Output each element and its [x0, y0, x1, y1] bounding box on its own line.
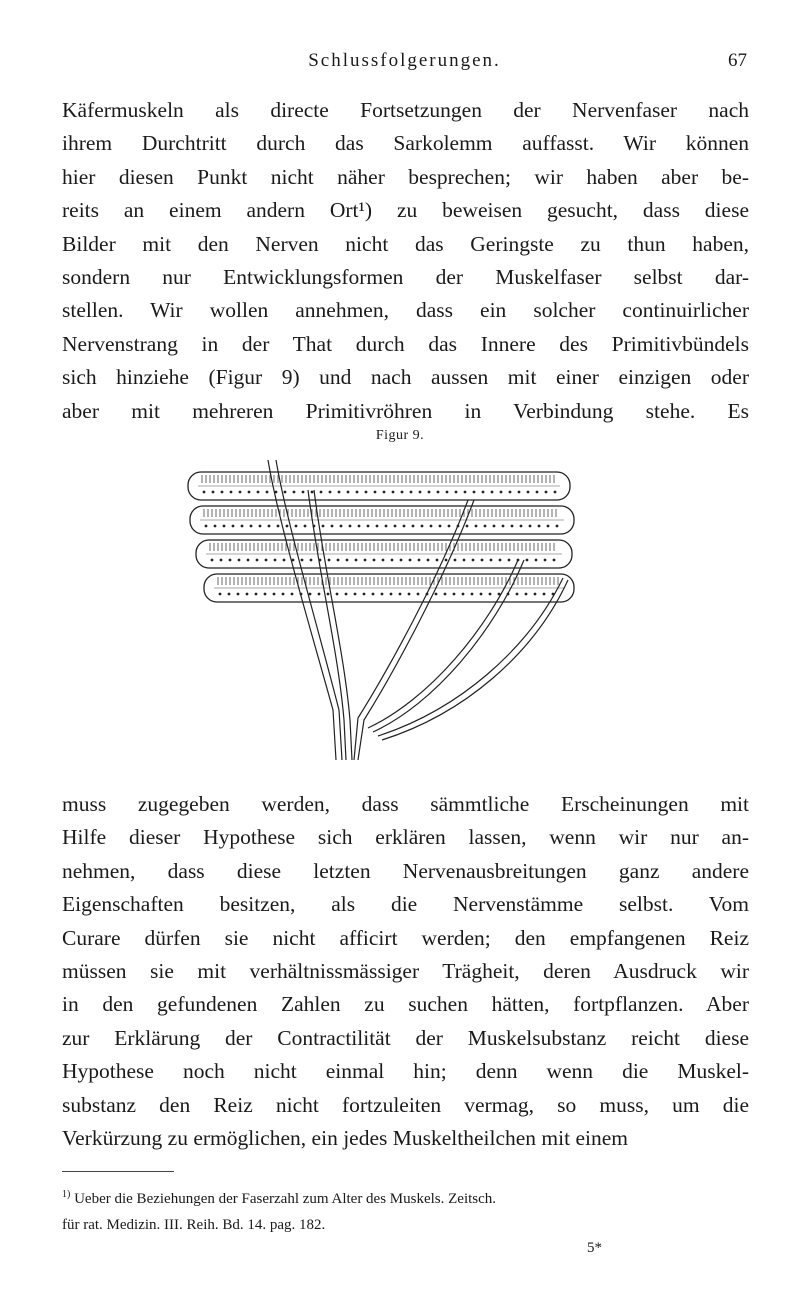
text-line: hier diesen Punkt nicht näher besprechen; wir haben aber be- — [62, 164, 749, 189]
running-header — [62, 50, 747, 80]
text-line: Eigenschaften besitzen, als die Nervenstämme selbst. Vom — [62, 892, 749, 917]
text-line: sondern nur Entwicklungsformen der Muskelfaser selbst dar- — [62, 265, 749, 290]
nerve-strand — [373, 560, 524, 732]
paragraph-2 — [62, 788, 749, 1155]
running-title: Schlussfolgerungen. — [308, 50, 501, 71]
text-line: müssen sie mit verhältnissmässiger Trägheit, deren Ausdruck wir — [62, 959, 749, 984]
text-line: sich hinziehe (Figur 9) und nach aussen mit einer einzigen oder — [62, 365, 749, 390]
text-line: in den gefundenen Zahlen zu suchen hätten, fortpflanzen. Aber — [62, 992, 749, 1017]
nerve-strand — [308, 490, 346, 760]
text-line: nehmen, dass diese letzten Nervenausbreitungen ganz andere — [62, 858, 749, 883]
footnote — [62, 1182, 749, 1238]
footnote-text: für rat. Medizin. III. Reih. Bd. 14. pag. 182. — [62, 1217, 326, 1233]
text-line: Verkürzung zu ermöglichen, ein jedes Muskeltheilchen mit einem — [62, 1126, 628, 1151]
text-line: muss zugegeben werden, dass sämmtliche Erscheinungen mit — [62, 792, 749, 816]
footnote-marker: 1) — [62, 1189, 71, 1200]
paragraph-1 — [62, 94, 749, 428]
text-line: ihrem Durchtritt durch das Sarkolemm auffasst. Wir können — [62, 131, 749, 156]
footnote-text: Ueber die Beziehungen der Faserzahl zum Alter des Muskels. Zeitsch. — [74, 1191, 497, 1207]
footnote-divider — [62, 1171, 174, 1172]
text-line: Hilfe dieser Hypothese sich erklären lassen, wenn wir nur an- — [62, 825, 749, 850]
figure-illustration — [168, 460, 588, 760]
text-line: Curare dürfen sie nicht afficirt werden; den empfangenen Reiz — [62, 925, 749, 950]
nerve-strand — [382, 580, 568, 740]
text-line: Hypothese noch nicht einmal hin; denn wenn die Muskel- — [62, 1059, 749, 1084]
text-line: zur Erklärung der Contractilität der Muskelsubstanz reicht diese — [62, 1025, 749, 1050]
figure-label: Figur 9. — [375, 428, 425, 443]
signature-mark: 5* — [587, 1240, 602, 1256]
text-line: stellen. Wir wollen annehmen, dass ein solcher continuirlicher — [62, 298, 749, 323]
text-line: reits an einem andern Ort¹) zu beweisen gesucht, dass diese — [62, 198, 749, 223]
text-line: Käfermuskeln als directe Fortsetzungen der Nervenfaser nach — [62, 98, 749, 122]
text-line: Nervenstrang in der That durch das Innere des Primitivbündels — [62, 331, 749, 356]
text-line: aber mit mehreren Primitivröhren in Verbindung stehe. Es — [62, 398, 749, 423]
nerve-strand — [268, 460, 336, 760]
nerve-strand — [276, 460, 342, 760]
nerve-strand — [354, 500, 468, 760]
text-line: substanz den Reiz nicht fortzuleiten vermag, so muss, um die — [62, 1092, 749, 1117]
text-line: Bilder mit den Nerven nicht das Geringste zu thun haben, — [62, 231, 749, 256]
page-number: 67 — [728, 50, 747, 71]
nerve-strand — [368, 560, 518, 728]
